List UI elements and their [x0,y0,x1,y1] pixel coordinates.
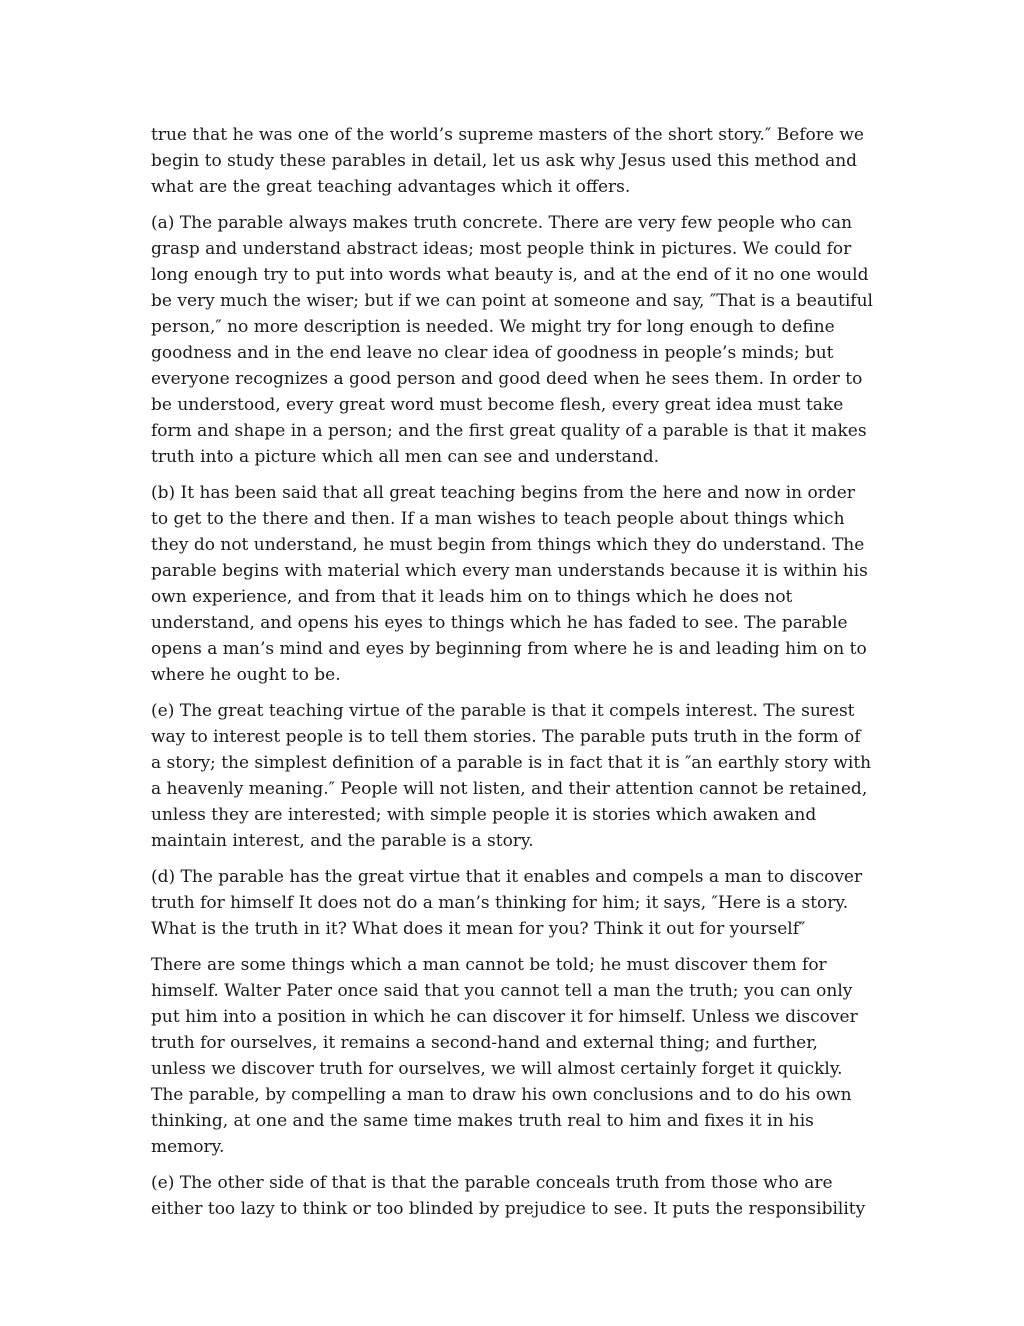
paragraph-c: (e) The great teaching virtue of the parable is that it compels interest. The surest way to interest people is to tell them stories. The parable puts truth in the form of a story; the simplest definition of a parable is in fact that it is ″an earthly story with a heavenly meaning.″ People will not listen, and their attention cannot be retained, unless they are interested; with simple people it is stories which awaken and maintain interest, and the parable is a story. [151,701,872,851]
paragraph-e: (e) The other side of that is that the parable conceals truth from those who are either too lazy to think or too blinded by prejudice to see. It puts the responsibility [151,1173,866,1219]
paragraph-a: (a) The parable always makes truth concrete. There are very few people who can grasp and understand abstract ideas; most people think in pictures. We could for long enough try to put into words what beauty is, and at the end of it no one would be very much the wiser; but if we can point at someone and say, ″That is a beautiful person,″ no more description is needed. We might try for long enough to define goodness and in the end leave no clear idea of goodness in people’s minds; but everyone recognizes a good person and good deed when he sees them. In order to be understood, every great word must become flesh, every great idea must take form and shape in a person; and the first great quality of a parable is that it makes truth into a picture which all men can see and understand. [151,213,873,467]
paragraph-d-continued: There are some things which a man cannot be told; he must discover them for himself. Walter Pater once said that you cannot tell a man the truth; you can only put him into a position in which he can discover it for himself. Unless we discover truth for ourselves, it remains a second-hand and external thing; and further, unless we discover truth for ourselves, we will almost certainly forget it quickly. The parable, by compelling a man to draw his own conclusions and to do his own thinking, at one and the same time makes truth real to him and fixes it in his memory. [151,955,858,1157]
paragraph-continuation: true that he was one of the world’s supreme masters of the short story.″ Before we begin to study these parables in detail, let us ask why Jesus used this method and what are the great teaching advantages which it offers. [151,125,864,197]
document-page [151,122,873,1232]
paragraph-b: (b) It has been said that all great teaching begins from the here and now in order to get to the there and then. If a man wishes to teach people about things which they do not understand, he must begin from things which they do understand. The parable begins with material which every man understands because it is within his own experience, and from that it leads him on to things which he does not understand, and opens his eyes to things which he has faded to see. The parable opens a man’s mind and eyes by beginning from where he is and leading him on to where he ought to be. [151,483,868,685]
paragraph-d: (d) The parable has the great virtue that it enables and compels a man to discover truth for himself It does not do a man’s thinking for him; it says, ″Here is a story. What is the truth in it? What does it mean for you? Think it out for yourself″ [151,867,863,939]
